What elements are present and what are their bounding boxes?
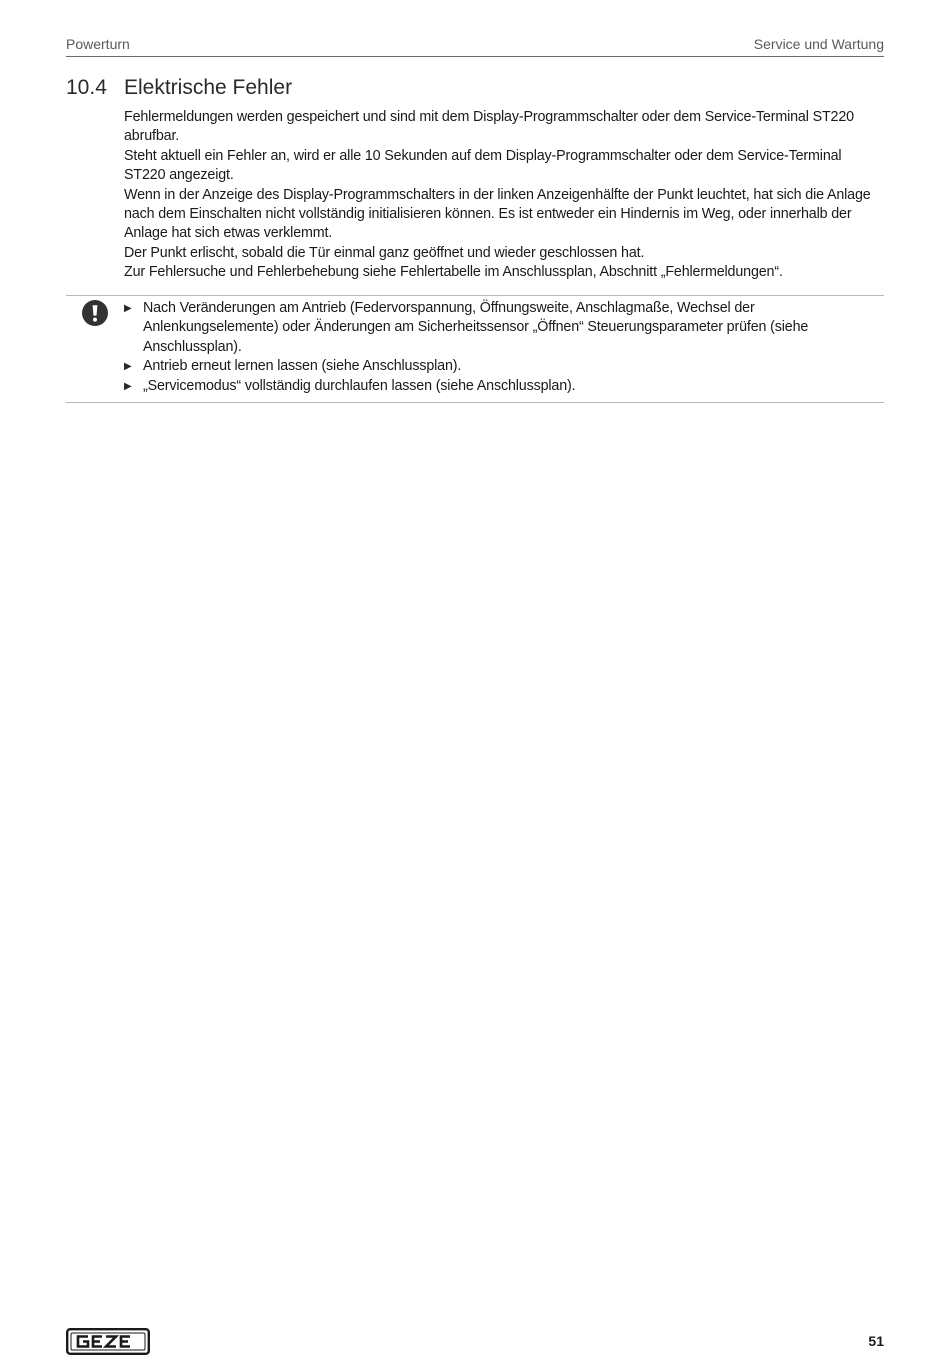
- paragraph: Der Punkt erlischt, sobald die Tür einmal ganz geöffnet und wieder geschlossen hat.: [124, 244, 645, 261]
- list-item-text: „Servicemodus“ vollständig durchlaufen lassen (siehe Anschlussplan).: [143, 377, 576, 394]
- header-product-name: Powerturn: [66, 36, 130, 52]
- paragraph: Fehlermeldungen werden gespeichert und sind mit dem Display-Programmschalter oder dem Service-Terminal ST220 abrufbar.: [124, 109, 854, 145]
- list-item-text: Nach Veränderungen am Antrieb (Federvorspannung, Öffnungsweite, Anschlagmaße, Wechsel der Anlenkungselemente) oder Änderungen am Sicherheitssensor „Öffnen“ Steuerungsparameter prüfen (siehe Anschlussplan).: [143, 300, 809, 355]
- paragraph: Wenn in der Anzeige des Display-Programmschalters in der linken Anzeigenhälfte der Punkt leuchtet, hat sich die Anlage nach dem Einschalten nicht vollständig initialisieren können. Es ist entweder ein Hindernis im Weg, oder innerhalb der Anlage hat sich etwas verklemmt.: [124, 186, 871, 242]
- list-item: [124, 299, 886, 357]
- list-item: [124, 377, 886, 396]
- section-electrical-faults: [66, 76, 884, 281]
- header-chapter-title: Service und Wartung: [753, 36, 884, 52]
- bullet-arrow-icon: ▶: [124, 361, 132, 373]
- list-item: [124, 357, 886, 376]
- exclamation-icon: [82, 300, 108, 326]
- section-title: Elektrische Fehler: [124, 76, 293, 99]
- bullet-arrow-icon: ▶: [124, 303, 132, 314]
- bullet-arrow-icon: ▶: [124, 380, 132, 392]
- page-number: 51: [868, 1333, 884, 1349]
- section-heading: [66, 76, 884, 106]
- paragraph: Zur Fehlersuche und Fehlerbehebung siehe Fehlertabelle im Anschlussplan, Abschnitt „Fehlermeldungen“.: [124, 264, 783, 281]
- geze-logo: [66, 1328, 150, 1355]
- notice-box: [66, 295, 884, 403]
- section-body: [124, 108, 886, 283]
- section-number: 10.4: [66, 76, 107, 99]
- notice-list: [124, 299, 886, 396]
- paragraph: Steht aktuell ein Fehler an, wird er alle 10 Sekunden auf dem Display-Programmschalter oder dem Service-Terminal ST220 angezeigt.: [124, 147, 842, 184]
- page-header: [66, 34, 884, 57]
- list-item-text: Antrieb erneut lernen lassen (siehe Anschlussplan).: [143, 358, 462, 375]
